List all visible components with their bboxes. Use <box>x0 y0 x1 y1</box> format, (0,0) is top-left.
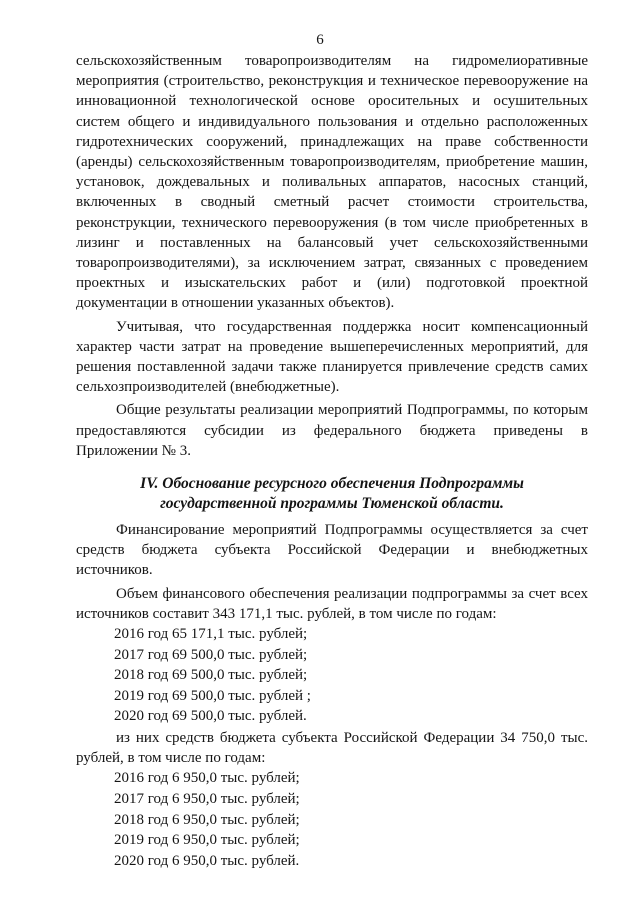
paragraph-compensation: Учитывая, что государственная поддержка носит компенсационный характер части затрат на проведение вышеперечисленных мероприятий, для решения поставленной задачи также планируется привлечение средств самих сельхозпроизводителей (внебюджетные). <box>76 318 588 396</box>
section-heading <box>76 474 588 514</box>
list-item: 2016 год 6 950,0 тыс. рублей; <box>114 770 300 787</box>
list-item: 2019 год 6 950,0 тыс. рублей; <box>114 832 300 849</box>
section-heading-line-2: государственной программы Тюменской области. <box>160 495 504 513</box>
list-item: 2016 год 65 171,1 тыс. рублей; <box>114 626 308 643</box>
section-heading-line-1: IV. Обоснование ресурсного обеспечения Подпрограммы <box>140 475 524 493</box>
document-body <box>76 51 588 871</box>
list-item: 2020 год 6 950,0 тыс. рублей. <box>114 852 300 869</box>
list-item: 2018 год 6 950,0 тыс. рублей; <box>114 811 300 828</box>
list-item: 2019 год 69 500,0 тыс. рублей ; <box>114 687 311 704</box>
paragraph-financing: Финансирование мероприятий Подпрограммы осуществляется за счет средств бюджета субъекта Российской Федерации и внебюджетных источников. <box>76 522 588 579</box>
list-item: 2018 год 69 500,0 тыс. рублей; <box>114 667 308 684</box>
paragraph-total-volume: Объем финансового обеспечения реализации подпрограммы за счет всех источников составит 343 171,1 тыс. рублей, в том числе по годам: <box>76 585 588 622</box>
list-item: 2017 год 6 950,0 тыс. рублей; <box>114 791 300 808</box>
paragraph-results: Общие результаты реализации мероприятий Подпрограммы, по которым предоставляются субсидии из федерального бюджета приведены в Приложении № 3. <box>76 402 588 459</box>
list-item: 2017 год 69 500,0 тыс. рублей; <box>114 646 308 663</box>
paragraph-continuation: сельскохозяйственным товаропроизводителям на гидромелиоративные мероприятия (строительство, реконструкция и техническое перевооружение на инновационной технологической основе оросительных и осушительных систем общего и индивидуального пользования и отдельно расположенных гидротехнических сооружений, принадлежащих на праве собственности (аренды) сельскохозяйственным товаропроизводителям, приобретение машин, установок, дождевальных и поливальных аппаратов, насосных станций, включенных в сводный сметный расчет стоимости строительства, реконструкции, технического перевооружения (в том числе приобретенных в лизинг и поставленных на балансовый учет сельскохозяйственными товаропроизводителями), за исключением затрат, связанных с проведением проектных и изыскательских работ и (или) подготовкой проектной документации в отношении указанных объектов). <box>76 53 588 312</box>
page-number: 6 <box>316 32 324 48</box>
list-item: 2020 год 69 500,0 тыс. рублей. <box>114 708 307 725</box>
paragraph-regional-budget: из них средств бюджета субъекта Российской Федерации 34 750,0 тыс. рублей, в том числе по годам: <box>76 730 588 767</box>
total-by-year-list <box>76 624 588 727</box>
regional-by-year-list <box>76 768 588 871</box>
